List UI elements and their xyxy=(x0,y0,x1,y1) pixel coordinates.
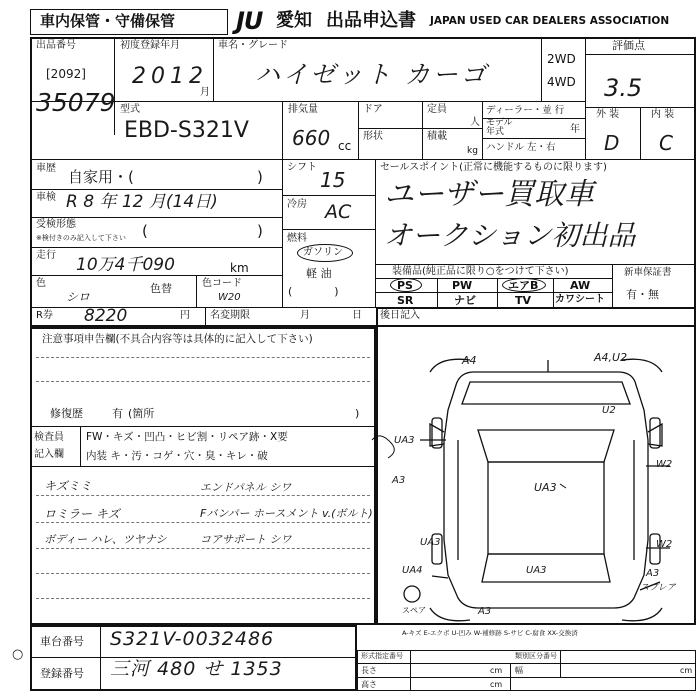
fuel-label: 燃料 xyxy=(287,233,307,244)
exterior-defects-line: FW・キズ・凹凸・ヒビ割・リペア跡・X要 xyxy=(86,431,288,443)
fuel-gas: ガソリン xyxy=(303,247,343,258)
shift-label: シフト xyxy=(287,162,317,173)
mileage-label: 走行 xyxy=(36,250,56,261)
sales-points-line1: ユーザー買取車 xyxy=(384,177,594,212)
equipment-item: PW xyxy=(452,279,473,292)
mileage-unit: km xyxy=(230,261,249,275)
remark-4: エンドパネル シワ xyxy=(200,481,292,494)
month-suffix: 月 xyxy=(200,87,210,98)
received-form-open: ( xyxy=(142,222,148,240)
repair-place: (箇所 xyxy=(128,407,155,420)
association-name: JAPAN USED CAR DEALERS ASSOCIATION xyxy=(430,15,670,27)
rating-value: 3.5 xyxy=(604,74,643,102)
capacity-label: 定員 xyxy=(427,104,447,115)
damage-mark: UA3 xyxy=(534,481,557,494)
brand-logo: JU xyxy=(236,7,263,35)
equipment-label: 装備品(純正品に限り○をつけて下さい) xyxy=(392,266,569,277)
sales-points-line2: オークション初出品 xyxy=(384,219,636,252)
received-form-label: 受検形態 xyxy=(36,219,76,230)
remark-5: Fバンパー ホースメント v.(ボルト) xyxy=(200,507,373,520)
post-date-label: 後日記入 xyxy=(380,310,420,321)
mileage-value: 10万4千090 xyxy=(76,255,175,275)
damage-mark: スプレア xyxy=(640,583,676,593)
car-history-close: ) xyxy=(257,168,263,186)
color-label: 色 xyxy=(36,278,46,289)
reg-value: 三河 480 せ 1353 xyxy=(110,658,283,680)
lot-no-label: 出品番号 xyxy=(36,40,76,51)
length-unit: cm xyxy=(490,666,503,675)
name-change-day: 日 xyxy=(352,310,362,321)
length-label: 長さ xyxy=(361,666,377,675)
recycle-unit: 円 xyxy=(180,310,190,321)
name-change-month: 月 xyxy=(300,310,310,321)
damage-mark: UA3 xyxy=(526,565,547,576)
color-code-value: W20 xyxy=(218,292,241,303)
remark-3: ボディー ハレ、ツヤナシ xyxy=(44,533,167,546)
color-value: シロ xyxy=(66,290,91,304)
equipment-item: エアB xyxy=(508,279,539,292)
sales-points-label: セールスポイント(正常に機能するものに限ります) xyxy=(380,162,607,173)
drive-2wd: 2WD xyxy=(547,52,576,66)
shape-label: 形状 xyxy=(363,131,383,142)
damage-mark: A3 xyxy=(646,568,660,579)
damage-mark: UA3 xyxy=(394,435,415,446)
repair-value: 有 xyxy=(112,407,123,420)
interior-grade: C xyxy=(659,131,673,155)
damage-mark: A3 xyxy=(478,606,492,617)
spare-label: スペア xyxy=(402,606,426,615)
interior-label: 内 装 xyxy=(651,109,675,120)
fuel-diesel: 軽 油 xyxy=(306,267,332,280)
remark-2: ロミラー キズ xyxy=(44,507,120,521)
warranty-label: 新車保証書 xyxy=(624,267,672,278)
displacement-unit: cc xyxy=(338,139,352,153)
remark-6: コアサポート シワ xyxy=(200,533,292,546)
received-form-note: ※検付きのみ記入して下さい xyxy=(36,234,126,242)
load-label: 積載 xyxy=(427,131,447,142)
name-change-label: 名変期限 xyxy=(210,310,250,321)
reg-label: 登録番号 xyxy=(40,667,84,680)
interior-defects-line: 内装 キ・汚・コゲ・穴・臭・キレ・破 xyxy=(86,450,268,462)
damage-mark: UA4 xyxy=(402,565,423,576)
damage-mark: UA3 xyxy=(420,537,441,548)
brand-text: 愛知 xyxy=(276,10,312,31)
remark-1: キズミミ xyxy=(44,479,92,493)
form-title: 出品申込書 xyxy=(326,10,416,31)
equipment-item: TV xyxy=(515,294,532,307)
chassis-label: 車台番号 xyxy=(40,635,84,648)
equipment-item: AW xyxy=(570,279,591,292)
recycle-label: R券 xyxy=(36,310,53,321)
damage-mark: W2 xyxy=(656,539,673,550)
equipment-item: ナビ xyxy=(454,294,476,307)
repair-label: 修復歴 xyxy=(50,407,83,420)
damage-mark: A3 xyxy=(392,475,406,486)
height-label: 高さ xyxy=(361,680,377,689)
ac-label: 冷房 xyxy=(287,199,307,210)
damage-mark: A4 xyxy=(462,354,477,367)
car-history-value: 自家用・( xyxy=(68,168,134,186)
car-history-label: 車歴 xyxy=(36,163,56,174)
model-value: EBD-S321V xyxy=(124,118,249,143)
capacity-unit: 人 xyxy=(470,117,480,128)
damage-mark: A4,U2 xyxy=(594,351,628,364)
height-unit: cm xyxy=(490,680,503,689)
color-code-label: 色コード xyxy=(202,278,242,289)
fuel-bracket: ( ) xyxy=(288,285,339,298)
door-label: ドア xyxy=(363,104,383,115)
shift-value: 15 xyxy=(320,168,346,192)
lot-small: [2092] xyxy=(46,67,86,81)
category-label: 類別区分番号 xyxy=(515,652,557,660)
model-year-label: モデル 年式 xyxy=(486,118,513,137)
chassis-value: S321V-0032486 xyxy=(110,628,275,650)
storage-label: 車内保管・守備保管 xyxy=(40,12,176,30)
width-unit: cm xyxy=(680,666,693,675)
name-grade-value: ハイゼット カーゴ xyxy=(255,60,489,89)
drive-4wd: 4WD xyxy=(547,75,576,89)
color-change-label: 色替 xyxy=(150,282,172,295)
model-year-unit: 年 xyxy=(570,124,580,135)
exterior-label: 外 装 xyxy=(596,109,620,120)
inspection-label: 車検 xyxy=(36,192,56,203)
rating-label: 評価点 xyxy=(612,39,645,52)
damage-legend: A-キズ E-エクボ U-凹み W-補修跡 S-サビ C-腐食 XX-交換済 xyxy=(402,629,578,637)
damage-mark: U2 xyxy=(602,405,616,416)
inspector-label: 検査員 xyxy=(34,432,64,443)
exterior-grade: D xyxy=(604,131,620,155)
entry-label: 記入欄 xyxy=(34,449,64,460)
damage-mark: W2 xyxy=(656,459,673,470)
ac-value: AC xyxy=(325,201,352,223)
warranty-value: 有・無 xyxy=(626,288,659,301)
lot-big: 35079 xyxy=(36,88,116,117)
equipment-item: SR xyxy=(397,294,414,307)
load-unit: kg xyxy=(467,146,478,156)
first-reg-value: 2012 xyxy=(132,64,208,89)
type-spec-label: 形式指定番号 xyxy=(361,652,403,660)
width-label: 幅 xyxy=(515,666,523,675)
dealer-label: ディーラー・並 行 xyxy=(486,105,565,116)
handle-label: ハンドル 左・右 xyxy=(486,142,556,153)
equipment-item: PS xyxy=(397,279,413,292)
name-grade-label: 車名・グレード xyxy=(218,40,288,51)
recycle-value: 8220 xyxy=(84,306,128,326)
displacement-label: 排気量 xyxy=(288,104,318,115)
displacement-value: 660 xyxy=(292,126,331,150)
margin-mark: ○ xyxy=(12,647,24,662)
received-form-close: ) xyxy=(257,222,263,240)
equipment-item: カワシート xyxy=(555,294,605,305)
inspection-value: R 8 年 12 月(14日) xyxy=(66,192,218,212)
first-reg-label: 初度登録年月 xyxy=(120,40,180,51)
notices-label: 注意事項申告欄(不具合内容等は具体的に記入して下さい) xyxy=(42,333,313,345)
repair-close: ) xyxy=(355,407,360,420)
model-label: 型式 xyxy=(120,104,140,115)
